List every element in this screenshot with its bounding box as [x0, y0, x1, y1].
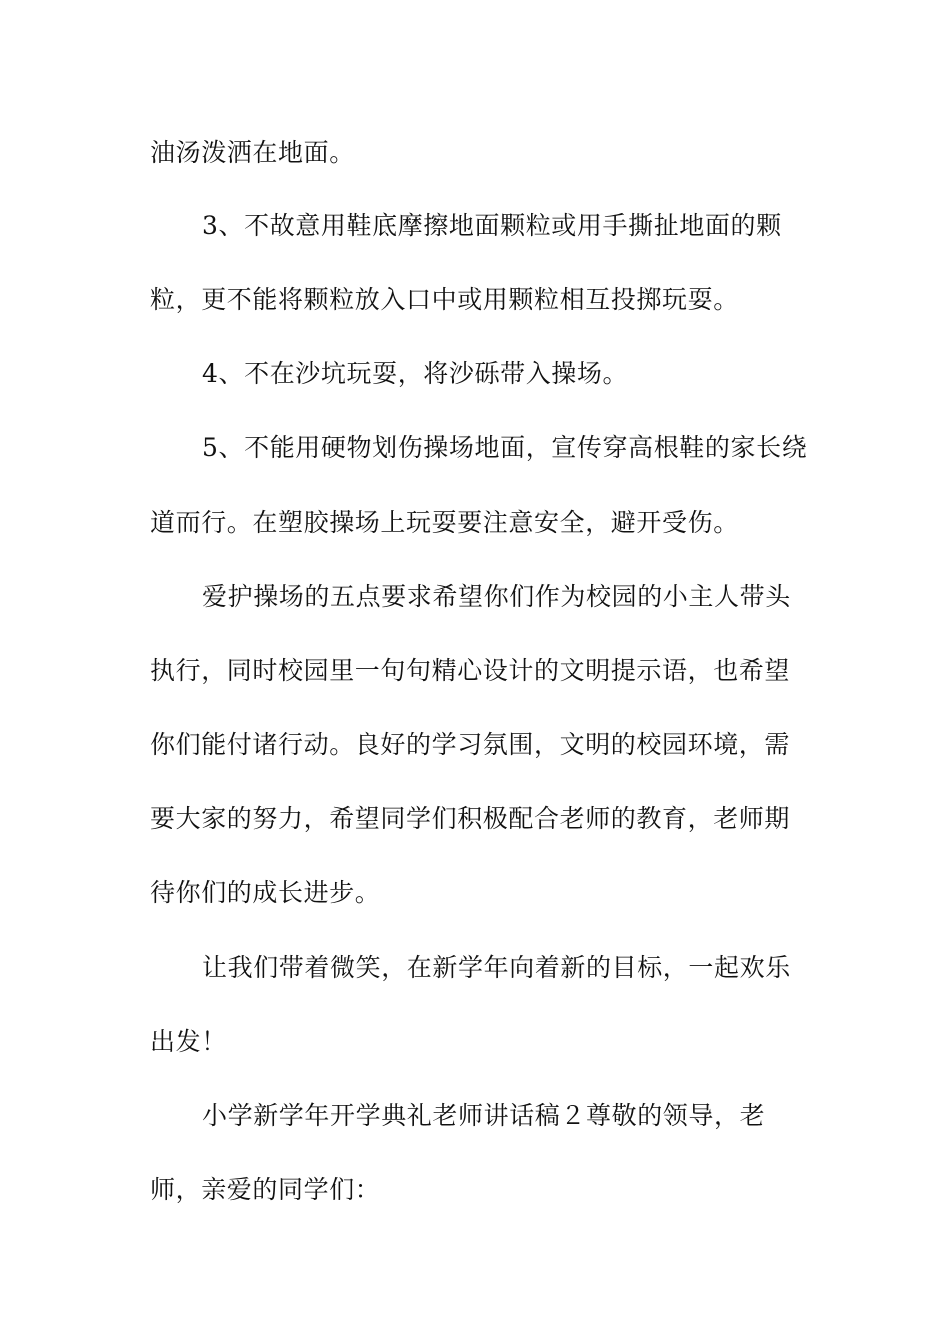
text-line: 让我们带着微笑，在新学年向着新的目标，一起欢乐: [202, 953, 791, 982]
text-line: 你们能付诸行动。良好的学习氛围，文明的校园环境，需: [150, 730, 791, 759]
text-line: 道而行。在塑胶操场上玩耍要注意安全，避开受伤。: [150, 508, 739, 537]
text-line: 5、不能用硬物划伤操场地面，宣传穿高根鞋的家长绕: [202, 433, 808, 462]
text-line: 出发！: [150, 1027, 227, 1056]
text-line: 师，亲爱的同学们：: [150, 1175, 381, 1204]
text-line: 爱护操场的五点要求希望你们作为校园的小主人带头: [202, 582, 791, 611]
text-line: 小学新学年开学典礼老师讲话稿２尊敬的领导，老: [202, 1101, 766, 1130]
text-line: 执行，同时校园里一句句精心设计的文明提示语，也希望: [150, 656, 791, 685]
text-line: 待你们的成长进步。: [150, 878, 381, 907]
text-line: 3、不故意用鞋底摩擦地面颗粒或用手撕扯地面的颗: [202, 211, 782, 240]
text-line: 要大家的努力，希望同学们积极配合老师的教育，老师期: [150, 804, 791, 833]
text-line: 油汤泼洒在地面。: [150, 138, 355, 167]
text-line: 4、不在沙坑玩耍，将沙砾带入操场。: [202, 359, 629, 388]
text-line: 粒，更不能将颗粒放入口中或用颗粒相互投掷玩耍。: [150, 285, 739, 314]
